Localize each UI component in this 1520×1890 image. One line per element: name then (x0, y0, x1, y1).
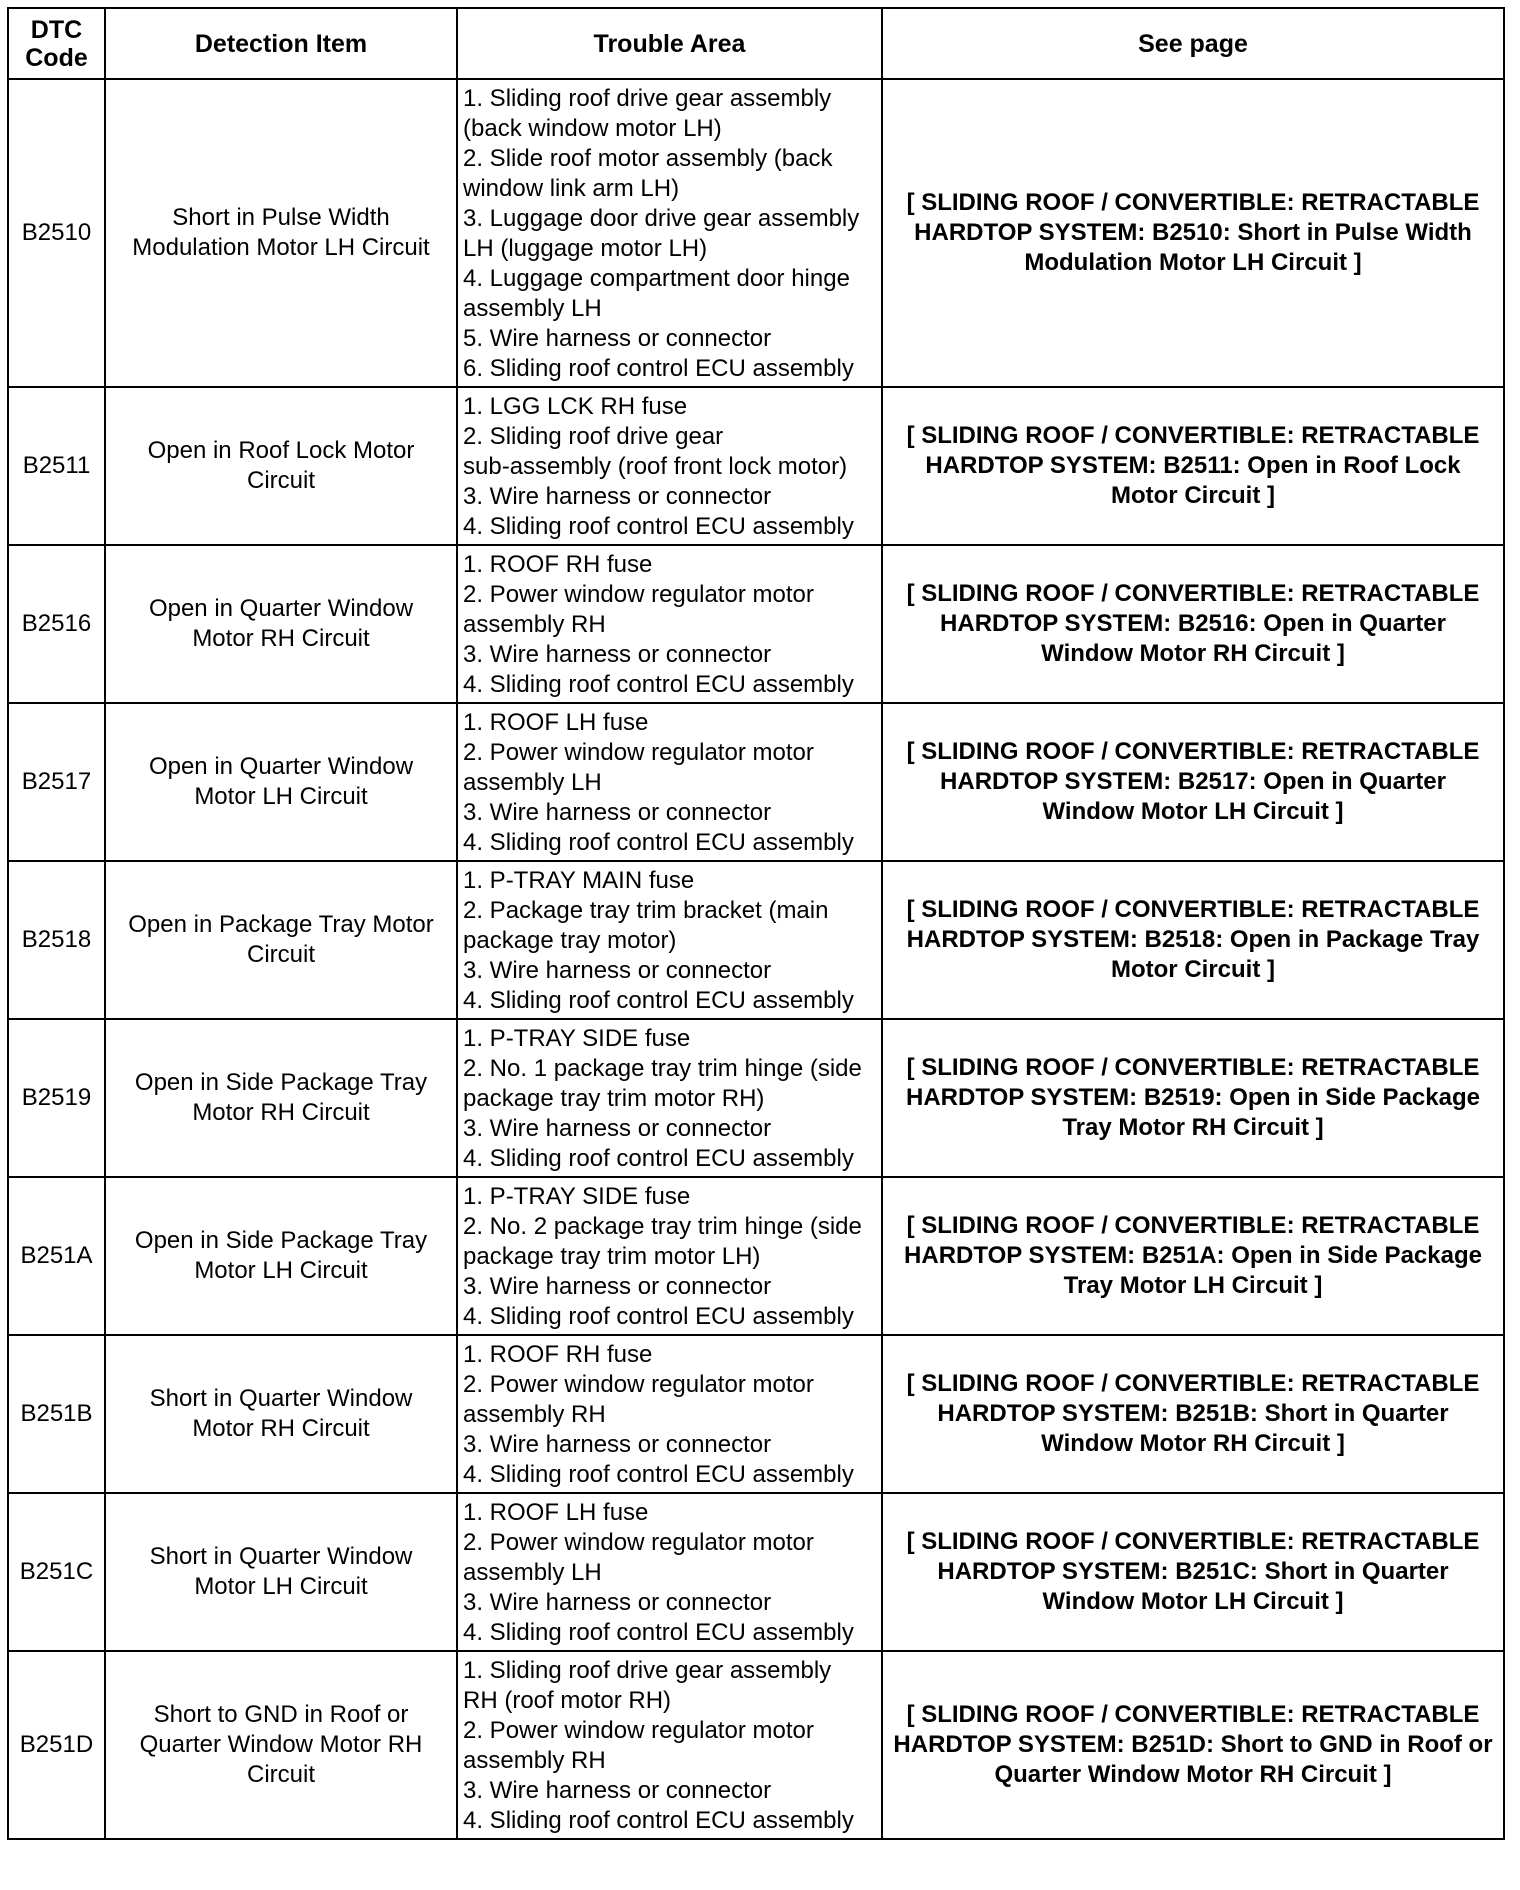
trouble-area-line: 4. Sliding roof control ECU assembly (463, 1619, 854, 1646)
trouble-area-cell (457, 703, 882, 861)
table-row (8, 1335, 1504, 1493)
trouble-area-line: 2. No. 1 package tray trim hinge (side (463, 1055, 862, 1082)
trouble-area-line: package tray motor) (463, 927, 677, 954)
trouble-area-line: 3. Wire harness or connector (463, 483, 772, 510)
detection-item-cell: Open in Quarter Window Motor RH Circuit (105, 545, 457, 703)
dtc-code-cell: B2519 (8, 1019, 105, 1177)
trouble-area-cell (457, 387, 882, 545)
dtc-code-cell: B2511 (8, 387, 105, 545)
dtc-code-cell: B251C (8, 1493, 105, 1651)
trouble-area-line: 1. Sliding roof drive gear assembly (463, 1657, 832, 1684)
see-page-reference[interactable]: [ SLIDING ROOF / CONVERTIBLE: RETRACTABLE HARDTOP SYSTEM: B2519: Open in Side Package Tray Motor RH Circuit ] (882, 1019, 1504, 1177)
trouble-area-line: 1. LGG LCK RH fuse (463, 393, 688, 420)
trouble-area-cell (457, 1493, 882, 1651)
detection-item-cell: Short to GND in Roof or Quarter Window Motor RH Circuit (105, 1651, 457, 1839)
table-row (8, 1019, 1504, 1177)
see-page-reference[interactable]: [ SLIDING ROOF / CONVERTIBLE: RETRACTABLE HARDTOP SYSTEM: B2517: Open in Quarter Window Motor LH Circuit ] (882, 703, 1504, 861)
trouble-area-line: LH (luggage motor LH) (463, 235, 708, 262)
trouble-area-line: 2. Power window regulator motor (463, 1529, 814, 1556)
dtc-code-cell: B2518 (8, 861, 105, 1019)
table-row (8, 703, 1504, 861)
dtc-table (7, 7, 1505, 1840)
header-trouble-area: Trouble Area (457, 8, 882, 79)
table-row (8, 1177, 1504, 1335)
trouble-area-line: 4. Sliding roof control ECU assembly (463, 1461, 854, 1488)
dtc-code-cell: B2516 (8, 545, 105, 703)
trouble-area-line: 2. Power window regulator motor (463, 581, 814, 608)
see-page-reference[interactable]: [ SLIDING ROOF / CONVERTIBLE: RETRACTABLE HARDTOP SYSTEM: B2510: Short in Pulse Width Modulation Motor LH Circuit ] (882, 79, 1504, 387)
trouble-area-cell (457, 1019, 882, 1177)
trouble-area-line: 4. Sliding roof control ECU assembly (463, 1807, 854, 1834)
see-page-reference[interactable]: [ SLIDING ROOF / CONVERTIBLE: RETRACTABLE HARDTOP SYSTEM: B251A: Open in Side Package Tray Motor LH Circuit ] (882, 1177, 1504, 1335)
trouble-area-line: 2. No. 2 package tray trim hinge (side (463, 1213, 862, 1240)
trouble-area-line: 3. Wire harness or connector (463, 1115, 772, 1142)
trouble-area-line: 4. Sliding roof control ECU assembly (463, 671, 854, 698)
trouble-area-line: 4. Sliding roof control ECU assembly (463, 829, 854, 856)
trouble-area-line: 6. Sliding roof control ECU assembly (463, 355, 854, 382)
see-page-reference[interactable]: [ SLIDING ROOF / CONVERTIBLE: RETRACTABLE HARDTOP SYSTEM: B2511: Open in Roof Lock Motor Circuit ] (882, 387, 1504, 545)
see-page-reference[interactable]: [ SLIDING ROOF / CONVERTIBLE: RETRACTABLE HARDTOP SYSTEM: B251B: Short in Quarter Window Motor RH Circuit ] (882, 1335, 1504, 1493)
trouble-area-line: 1. Sliding roof drive gear assembly (463, 85, 832, 112)
table-row (8, 1493, 1504, 1651)
trouble-area-line: 1. ROOF LH fuse (463, 1499, 649, 1526)
trouble-area-cell (457, 1651, 882, 1839)
trouble-area-cell (457, 1335, 882, 1493)
dtc-code-cell: B2510 (8, 79, 105, 387)
detection-item-cell: Open in Package Tray Motor Circuit (105, 861, 457, 1019)
trouble-area-cell (457, 545, 882, 703)
trouble-area-cell (457, 1177, 882, 1335)
trouble-area-line: 2. Power window regulator motor (463, 1371, 814, 1398)
detection-item-cell: Open in Side Package Tray Motor LH Circuit (105, 1177, 457, 1335)
trouble-area-line: 1. P-TRAY MAIN fuse (463, 867, 695, 894)
see-page-reference[interactable]: [ SLIDING ROOF / CONVERTIBLE: RETRACTABLE HARDTOP SYSTEM: B2516: Open in Quarter Window Motor RH Circuit ] (882, 545, 1504, 703)
table-row (8, 1651, 1504, 1839)
trouble-area-line: 3. Wire harness or connector (463, 1777, 772, 1804)
trouble-area-line: 3. Wire harness or connector (463, 1431, 772, 1458)
trouble-area-line: 4. Sliding roof control ECU assembly (463, 987, 854, 1014)
see-page-reference[interactable]: [ SLIDING ROOF / CONVERTIBLE: RETRACTABLE HARDTOP SYSTEM: B2518: Open in Package Tray Motor Circuit ] (882, 861, 1504, 1019)
trouble-area-line: 3. Luggage door drive gear assembly (463, 205, 860, 232)
trouble-area-line: 4. Luggage compartment door hinge (463, 265, 850, 292)
header-row (8, 8, 1504, 79)
see-page-reference[interactable]: [ SLIDING ROOF / CONVERTIBLE: RETRACTABLE HARDTOP SYSTEM: B251C: Short in Quarter Window Motor LH Circuit ] (882, 1493, 1504, 1651)
trouble-area-line: package tray trim motor LH) (463, 1243, 761, 1270)
trouble-area-cell (457, 79, 882, 387)
table-row (8, 79, 1504, 387)
detection-item-cell: Short in Quarter Window Motor LH Circuit (105, 1493, 457, 1651)
detection-item-cell: Short in Pulse Width Modulation Motor LH Circuit (105, 79, 457, 387)
table-row (8, 387, 1504, 545)
trouble-area-line: 3. Wire harness or connector (463, 799, 772, 826)
trouble-area-line: window link arm LH) (463, 175, 680, 202)
trouble-area-line: 4. Sliding roof control ECU assembly (463, 1303, 854, 1330)
table-header (8, 8, 1504, 79)
trouble-area-line: 5. Wire harness or connector (463, 325, 772, 352)
trouble-area-cell (457, 861, 882, 1019)
detection-item-cell: Open in Side Package Tray Motor RH Circuit (105, 1019, 457, 1177)
trouble-area-line: package tray trim motor RH) (463, 1085, 765, 1112)
trouble-area-line: assembly RH (463, 1747, 606, 1774)
header-dtc-code (8, 8, 105, 79)
table-row (8, 545, 1504, 703)
trouble-area-line: 1. ROOF LH fuse (463, 709, 649, 736)
trouble-area-line: 3. Wire harness or connector (463, 1273, 772, 1300)
trouble-area-line: 2. Power window regulator motor (463, 739, 814, 766)
trouble-area-line: 1. ROOF RH fuse (463, 1341, 653, 1368)
trouble-area-line: assembly LH (463, 769, 602, 796)
trouble-area-line: 4. Sliding roof control ECU assembly (463, 513, 854, 540)
header-see-page: See page (882, 8, 1504, 79)
trouble-area-line: assembly RH (463, 1401, 606, 1428)
dtc-code-cell: B251D (8, 1651, 105, 1839)
trouble-area-line: (back window motor LH) (463, 115, 722, 142)
trouble-area-line: 3. Wire harness or connector (463, 1589, 772, 1616)
trouble-area-line: assembly LH (463, 295, 602, 322)
dtc-code-cell: B2517 (8, 703, 105, 861)
trouble-area-line: 4. Sliding roof control ECU assembly (463, 1145, 854, 1172)
detection-item-cell: Open in Quarter Window Motor LH Circuit (105, 703, 457, 861)
table-body (8, 79, 1504, 1839)
trouble-area-line: assembly RH (463, 611, 606, 638)
trouble-area-line: 2. Package tray trim bracket (main (463, 897, 829, 924)
trouble-area-line: RH (roof motor RH) (463, 1687, 672, 1714)
detection-item-cell: Short in Quarter Window Motor RH Circuit (105, 1335, 457, 1493)
trouble-area-line: 2. Sliding roof drive gear (463, 423, 724, 450)
trouble-area-line: 1. P-TRAY SIDE fuse (463, 1183, 691, 1210)
header-dtc-code-line2: Code (25, 43, 88, 72)
header-detection-item: Detection Item (105, 8, 457, 79)
trouble-area-line: 3. Wire harness or connector (463, 641, 772, 668)
trouble-area-line: 1. ROOF RH fuse (463, 551, 653, 578)
trouble-area-line: 2. Power window regulator motor (463, 1717, 814, 1744)
dtc-code-cell: B251A (8, 1177, 105, 1335)
table-row (8, 861, 1504, 1019)
detection-item-cell: Open in Roof Lock Motor Circuit (105, 387, 457, 545)
trouble-area-line: assembly LH (463, 1559, 602, 1586)
trouble-area-line: sub-assembly (roof front lock motor) (463, 453, 848, 480)
trouble-area-line: 1. P-TRAY SIDE fuse (463, 1025, 691, 1052)
see-page-reference[interactable]: [ SLIDING ROOF / CONVERTIBLE: RETRACTABLE HARDTOP SYSTEM: B251D: Short to GND in Roof or Quarter Window Motor RH Circuit ] (882, 1651, 1504, 1839)
trouble-area-line: 3. Wire harness or connector (463, 957, 772, 984)
header-dtc-code-line1: DTC (30, 15, 83, 44)
trouble-area-line: 2. Slide roof motor assembly (back (463, 145, 833, 172)
dtc-code-cell: B251B (8, 1335, 105, 1493)
